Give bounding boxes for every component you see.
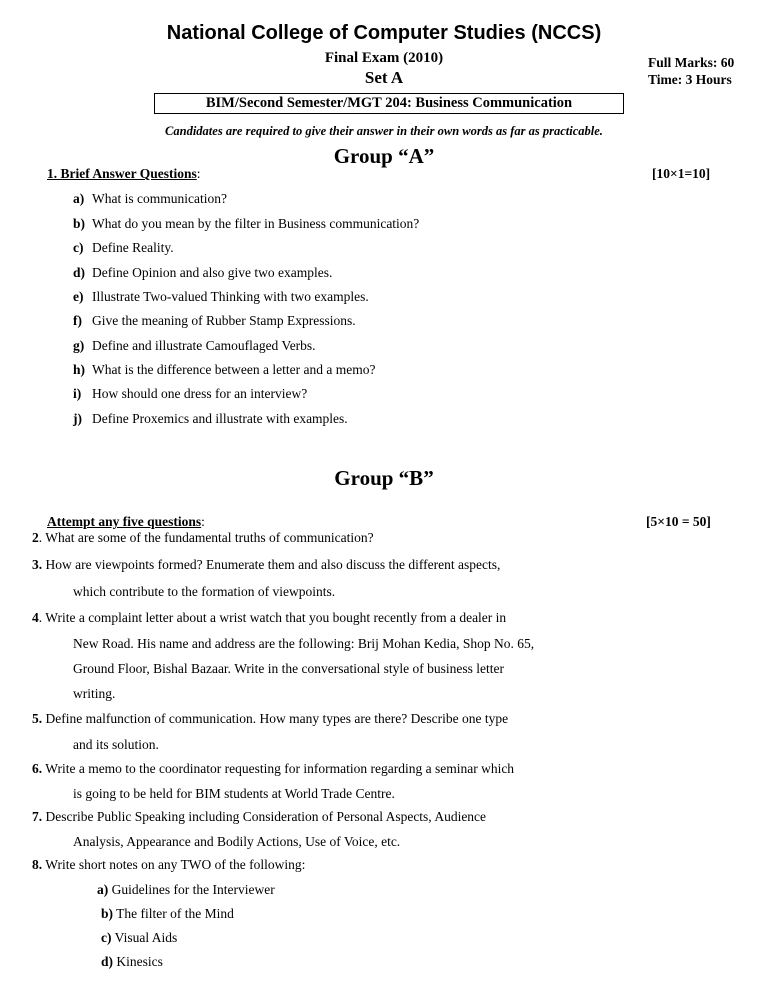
group-b-question bbox=[32, 809, 486, 825]
question-number: 7. bbox=[32, 809, 43, 824]
group-a-title: Group “A” bbox=[333, 144, 435, 168]
question-number: 4 bbox=[32, 610, 39, 625]
group-b-title: Group “B” bbox=[334, 466, 434, 490]
sub-item-text: Guidelines for the Interviewer bbox=[108, 882, 275, 897]
group-a-heading-text: 1. Brief Answer Questions bbox=[47, 166, 197, 181]
question-text: What is the difference between a letter and a memo? bbox=[92, 362, 376, 377]
question-label: f) bbox=[73, 313, 82, 328]
group-b-heading-text: Attempt any five questions bbox=[47, 514, 202, 529]
exam-set: Set A bbox=[364, 68, 404, 87]
instructions-note: Candidates are required to give their answer in their own words as far as practicable. bbox=[165, 124, 603, 138]
group-a-question bbox=[73, 313, 356, 329]
group-b-heading-colon: : bbox=[201, 514, 205, 529]
sub-item bbox=[101, 906, 234, 922]
group-a-heading bbox=[47, 166, 201, 182]
question-text: is going to be held for BIM students at World Trade Centre. bbox=[73, 786, 395, 801]
group-a-question bbox=[73, 411, 348, 427]
question-text: Ground Floor, Bishal Bazaar. Write in the conversational style of business letter bbox=[73, 661, 504, 676]
group-b-question bbox=[32, 530, 374, 546]
question-text: Define Opinion and also give two examples. bbox=[92, 265, 333, 280]
group-a-heading-colon: : bbox=[196, 166, 201, 181]
group-b-question bbox=[32, 761, 514, 777]
question-text: writing. bbox=[73, 686, 116, 701]
group-b-question bbox=[32, 711, 508, 727]
marks-time-block bbox=[648, 54, 734, 88]
sub-item-text: Visual Aids bbox=[111, 930, 178, 945]
question-text: . Write a complaint letter about a wrist watch that you bought recently from a dealer in bbox=[38, 610, 507, 625]
question-text: Give the meaning of Rubber Stamp Expressions. bbox=[92, 313, 356, 328]
group-b-question-continuation bbox=[73, 834, 400, 850]
course-title-box: BIM/Second Semester/MGT 204: Business Communication bbox=[154, 93, 624, 114]
group-a-question bbox=[73, 240, 174, 256]
question-label: b) bbox=[73, 216, 86, 231]
college-name: National College of Computer Studies (NCCS) bbox=[166, 22, 602, 44]
sub-item bbox=[101, 954, 163, 970]
group-b-question-continuation bbox=[73, 636, 534, 652]
question-label: e) bbox=[73, 289, 84, 304]
question-text: Illustrate Two-valued Thinking with two examples. bbox=[92, 289, 369, 304]
question-text: How should one dress for an interview? bbox=[92, 386, 308, 401]
question-label: j) bbox=[73, 411, 82, 426]
question-text: . What are some of the fundamental truths of communication? bbox=[38, 530, 374, 545]
question-text: Define Reality. bbox=[92, 240, 174, 255]
question-label: g) bbox=[73, 338, 85, 353]
question-label: d) bbox=[73, 265, 86, 280]
group-a-question bbox=[73, 289, 369, 305]
question-text: Describe Public Speaking including Consideration of Personal Aspects, Audience bbox=[42, 809, 487, 824]
question-text: which contribute to the formation of viewpoints. bbox=[73, 584, 336, 599]
sub-item-label: b) bbox=[101, 906, 114, 921]
sub-item-text: Kinesics bbox=[113, 954, 163, 969]
full-marks: Full Marks: 60 bbox=[648, 55, 735, 70]
group-b-question bbox=[32, 557, 500, 573]
sub-item-text: The filter of the Mind bbox=[113, 906, 234, 921]
group-a-marks: [10×1=10] bbox=[652, 166, 711, 181]
question-number: 3. bbox=[32, 557, 43, 572]
exam-time: Time: 3 Hours bbox=[648, 72, 732, 87]
question-label: c) bbox=[73, 240, 84, 255]
question-text: What do you mean by the filter in Business communication? bbox=[92, 216, 420, 231]
sub-item-label: c) bbox=[101, 930, 112, 945]
question-text: New Road. His name and address are the following: Brij Mohan Kedia, Shop No. 65, bbox=[73, 636, 535, 651]
question-text: Write a memo to the coordinator requesting for information regarding a seminar which bbox=[42, 761, 515, 776]
question-text: Analysis, Appearance and Bodily Actions, Use of Voice, etc. bbox=[73, 834, 401, 849]
question-text: Define malfunction of communication. How many types are there? Describe one type bbox=[42, 711, 509, 726]
question-number: 5. bbox=[32, 711, 43, 726]
question-label: a) bbox=[73, 191, 85, 206]
question-text: and its solution. bbox=[73, 737, 159, 752]
group-a-question bbox=[73, 265, 332, 281]
group-a-question bbox=[73, 386, 307, 402]
group-b-question-continuation bbox=[73, 686, 115, 702]
question-label: h) bbox=[73, 362, 86, 377]
exam-title: Final Exam (2010) bbox=[324, 50, 444, 66]
sub-item bbox=[101, 930, 177, 946]
question-text: Define and illustrate Camouflaged Verbs. bbox=[92, 338, 316, 353]
group-a-question bbox=[73, 338, 316, 354]
question-text: Define Proxemics and illustrate with examples. bbox=[92, 411, 348, 426]
group-a-question bbox=[73, 191, 227, 207]
question-text: What is communication? bbox=[92, 191, 227, 206]
group-a-question bbox=[73, 362, 376, 378]
question-text: How are viewpoints formed? Enumerate them and also discuss the different aspects, bbox=[42, 557, 501, 572]
group-b-question-continuation bbox=[73, 584, 335, 600]
group-b-question-continuation bbox=[73, 737, 159, 753]
question-text: Write short notes on any TWO of the following: bbox=[42, 857, 306, 872]
group-a-question bbox=[73, 216, 419, 232]
group-b-question-continuation bbox=[73, 786, 395, 802]
question-number: 8. bbox=[32, 857, 43, 872]
question-number: 2 bbox=[32, 530, 39, 545]
group-b-heading bbox=[47, 514, 205, 530]
sub-item-label: a) bbox=[97, 882, 109, 897]
group-b-marks: [5×10 = 50] bbox=[646, 514, 711, 529]
question-label: i) bbox=[73, 386, 82, 401]
group-b-question bbox=[32, 610, 506, 626]
question-number: 6. bbox=[32, 761, 43, 776]
sub-item bbox=[97, 882, 275, 898]
sub-item-label: d) bbox=[101, 954, 114, 969]
group-b-question-continuation bbox=[73, 661, 504, 677]
group-b-question bbox=[32, 857, 305, 873]
